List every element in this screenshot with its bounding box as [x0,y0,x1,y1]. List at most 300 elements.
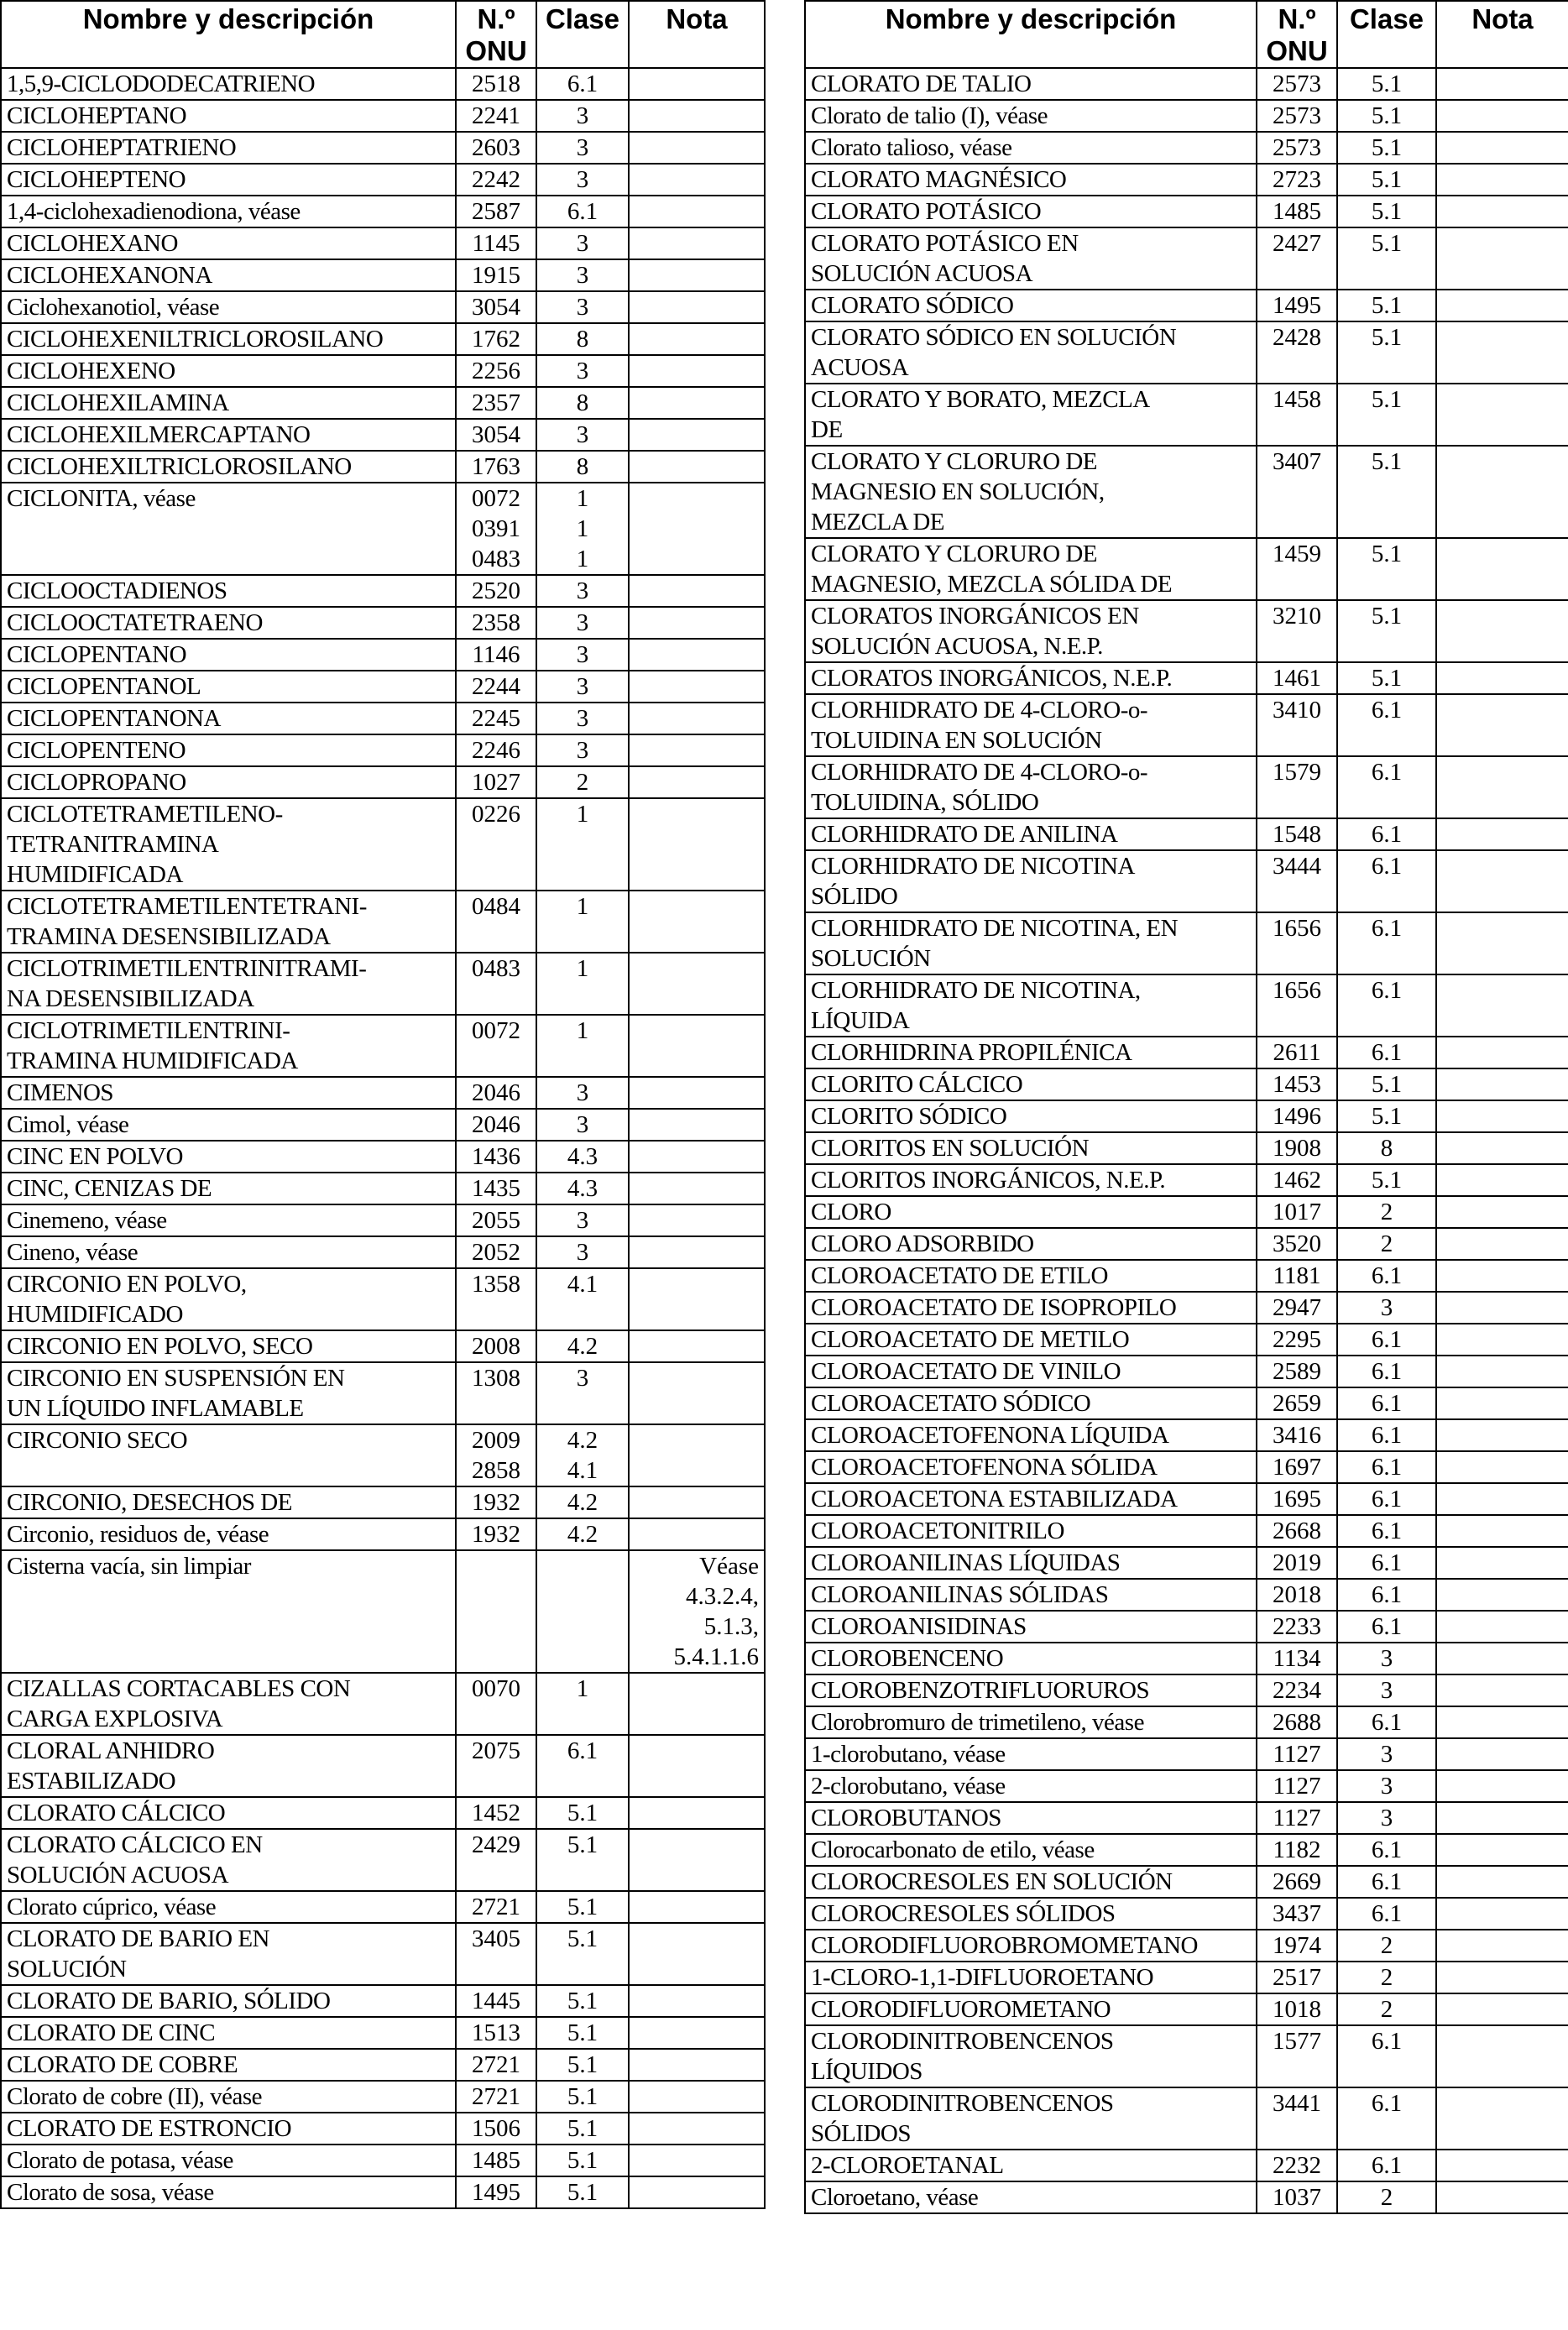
substance-name-cell [1,1829,456,1891]
class-line: 5.1 [567,1800,598,1826]
substance-name-line: CIMENOS [7,1079,114,1106]
table-row [805,1547,1568,1579]
table-row [1,1797,765,1829]
un-number-cell [456,639,536,671]
class-line: 6.1 [1371,1486,1403,1512]
class-cell [536,1268,629,1330]
un-number-line: 1915 [472,262,520,289]
un-number-line: 2573 [1273,134,1321,161]
substance-name-cell [805,1866,1257,1898]
substance-name-line: MAGNESIO, MEZCLA SÓLIDA DE [811,571,1173,598]
substance-name-line: Clorato de cobre (II), véase [7,2083,263,2110]
un-number-cell [1257,1738,1337,1770]
class-line: 3 [576,1365,589,1392]
un-number-line: 0484 [472,893,520,920]
class-line: 3 [576,262,589,289]
class-cell [536,734,629,766]
header-name: Nombre y descripción [1,1,456,68]
substance-name-cell [1,891,456,953]
note-cell [1436,1674,1568,1706]
note-cell [629,1268,765,1330]
class-cell [1337,818,1436,850]
note-cell [1436,1451,1568,1483]
un-number-line: 2688 [1273,1709,1321,1736]
class-cell [536,2113,629,2145]
un-number-line: 2245 [472,705,520,732]
class-cell [1337,1356,1436,1387]
class-line: 6.1 [1371,1836,1403,1863]
substance-name-cell [805,68,1257,100]
class-line: 3 [576,1239,589,1266]
un-number-cell [1257,1770,1337,1802]
un-number-cell [1257,600,1337,662]
un-number-line: 2520 [472,577,520,604]
table-row [1,2017,765,2049]
un-number-line: 3054 [472,421,520,448]
substance-name-line: SOLUCIÓN [7,1956,127,1983]
un-number-cell [456,1985,536,2017]
substance-name-line: HUMIDIFICADA [7,861,183,888]
substance-name-line: CLORODIFLUOROBROMOMETANO [811,1932,1198,1959]
table-row [805,2181,1568,2213]
class-cell [1337,912,1436,974]
class-cell [536,1518,629,1550]
substance-name-line: TOLUIDINA, SÓLIDO [811,789,1039,816]
note-cell [629,1550,765,1673]
class-cell [1337,290,1436,321]
substance-name-line: 2-CLOROETANAL [811,2152,1004,2179]
substance-name-cell [805,384,1257,446]
table-row [1,68,765,100]
substance-name-cell [1,798,456,891]
class-line: 3 [576,1111,589,1138]
class-line: 1 [576,546,589,572]
substance-name-line: LÍQUIDA [811,1007,910,1034]
substance-name-line: CLORHIDRATO DE NICOTINA, EN [811,915,1179,942]
class-cell [1337,1834,1436,1866]
class-line: 3 [1380,1805,1393,1831]
substance-name-cell [1,2017,456,2049]
substance-name-line: CICLOPENTANO [7,641,187,668]
class-cell [536,953,629,1015]
substance-name-cell [1,953,456,1015]
un-number-cell [1257,1356,1337,1387]
class-line: 5.1 [1371,448,1403,475]
note-line: 5.1.3, [703,1613,759,1640]
class-cell [1337,1898,1436,1930]
note-cell [629,164,765,196]
table-row [1,1486,765,1518]
un-number-cell [1257,1260,1337,1292]
substance-name-cell [1,419,456,451]
un-number-line: 3520 [1273,1230,1321,1257]
table-row [805,290,1568,321]
note-cell [1436,1324,1568,1356]
class-cell [536,323,629,355]
substance-name-cell [1,1797,456,1829]
class-cell [1337,1483,1436,1515]
substance-name-line: CICLOHEXANO [7,230,178,257]
un-number-line: 1308 [472,1365,520,1392]
un-number-line: 2008 [472,1333,520,1360]
table-row [1,483,765,575]
substance-name-line: CICLOPROPANO [7,769,186,796]
substance-name-cell [805,538,1257,600]
substance-name-cell [805,290,1257,321]
class-line: 3 [576,673,589,700]
substance-name-line: Circonio, residuos de, véase [7,1521,269,1548]
note-cell [1436,1962,1568,1993]
class-line: 4.2 [567,1489,598,1516]
un-number-cell [456,291,536,323]
substance-name-line: CICLOPENTANOL [7,673,201,700]
class-line: 1 [576,515,589,542]
un-number-cell [1257,974,1337,1037]
note-cell [629,639,765,671]
note-cell [1436,68,1568,100]
table-row [805,2150,1568,2181]
un-number-cell [456,766,536,798]
substance-name-line: 2-clorobutano, véase [811,1773,1006,1800]
substance-name-cell [1,196,456,227]
class-line: 6.1 [1371,1390,1403,1417]
un-number-cell [456,953,536,1015]
class-line: 5.1 [1371,1071,1403,1098]
substance-name-line: CLOROBENCENO [811,1645,1004,1672]
class-line: 6.1 [1371,2152,1403,2179]
substance-name-cell [805,1930,1257,1962]
un-number-line: 1452 [472,1800,520,1826]
note-cell [629,2017,765,2049]
class-cell [1337,1643,1436,1674]
un-number-line: 2858 [472,1457,520,1484]
table-row [1,196,765,227]
un-number-line: 1358 [472,1271,520,1298]
note-cell [629,703,765,734]
un-number-line: 2573 [1273,102,1321,129]
class-cell [1337,227,1436,290]
note-cell [1436,290,1568,321]
substance-name-cell [805,1196,1257,1228]
substance-name-line: CLOROACETONA ESTABILIZADA [811,1486,1178,1512]
substance-name-line: CIRCONIO SECO [7,1427,188,1454]
class-line: 3 [576,641,589,668]
substance-name-cell [1,2176,456,2208]
un-number-cell [456,1923,536,1985]
substance-name-line: CICLOOCTATETRAENO [7,609,263,636]
un-number-cell [1257,1930,1337,1962]
note-cell [1436,1866,1568,1898]
un-number-cell [456,164,536,196]
substance-name-line: SOLUCIÓN ACUOSA [811,260,1033,287]
substance-name-line: Clorato de potasa, véase [7,2147,233,2174]
un-number-cell [1257,1228,1337,1260]
table-row [805,694,1568,756]
table-row [1,1204,765,1236]
table-row [805,1451,1568,1483]
un-number-cell [1257,1674,1337,1706]
un-number-line: 1908 [1273,1135,1321,1162]
class-cell [1337,321,1436,384]
un-number-line: 1181 [1273,1262,1321,1289]
class-cell [1337,1387,1436,1419]
un-number-cell [1257,2025,1337,2087]
class-line: 5.1 [567,2019,598,2046]
table-row [805,1068,1568,1100]
table-row [805,1483,1568,1515]
substance-name-cell [1,68,456,100]
table-row [1,1109,765,1141]
substance-name-line: TRAMINA HUMIDIFICADA [7,1047,298,1074]
class-line: 3 [576,705,589,732]
class-cell [536,196,629,227]
class-cell [536,355,629,387]
note-cell [629,323,765,355]
table-row [1,891,765,953]
class-line: 6.1 [1371,759,1403,786]
table-row [1,355,765,387]
substance-name-line: CLORATO CÁLCICO [7,1800,226,1826]
note-cell [1436,1100,1568,1132]
table-row [805,1898,1568,1930]
note-cell [629,483,765,575]
substance-name-cell [1,1735,456,1797]
substance-name-line: CLOROANILINAS SÓLIDAS [811,1581,1109,1608]
substance-name-cell [805,2181,1257,2213]
substance-name-cell [1,1268,456,1330]
class-cell [536,1829,629,1891]
class-cell [536,1141,629,1173]
class-line: 5.1 [1371,603,1403,630]
class-cell [536,259,629,291]
class-cell [1337,1738,1436,1770]
un-number-line: 1695 [1273,1486,1321,1512]
header-un-number: N.º ONU [456,1,536,68]
class-line: 5.1 [567,1988,598,2014]
class-line: 6.1 [1371,1900,1403,1927]
un-number-cell [1257,1834,1337,1866]
un-number-line: 3407 [1273,448,1321,475]
note-cell [629,1518,765,1550]
note-cell [629,1236,765,1268]
substance-name-cell [1,734,456,766]
substance-name-line: Clorato de sosa, véase [7,2179,214,2206]
note-cell [629,1204,765,1236]
substance-name-cell [1,1891,456,1923]
class-cell [1337,1993,1436,2025]
substance-name-line: 1,4-ciclohexadienodiona, véase [7,198,301,225]
substance-name-line: 1,5,9-CICLODODECATRIENO [7,71,316,97]
un-number-line: 1459 [1273,541,1321,567]
note-cell [629,355,765,387]
substance-name-cell [805,2025,1257,2087]
substance-name-line: CICLOHEXENILTRICLOROSILANO [7,326,384,353]
substance-name-line: CLORO [811,1199,891,1225]
un-number-line: 2723 [1273,166,1321,193]
class-line: 2 [1380,1964,1393,1991]
un-number-cell [456,323,536,355]
un-number-line: 2256 [472,358,520,384]
class-cell [1337,1132,1436,1164]
table-row [1,1141,765,1173]
un-number-cell [1257,662,1337,694]
class-cell [1337,1228,1436,1260]
substance-name-cell [1,1362,456,1424]
class-cell [1337,1770,1436,1802]
un-number-cell [1257,132,1337,164]
substance-name-line: CLOROACETATO DE ISOPROPILO [811,1294,1177,1321]
class-cell [1337,1579,1436,1611]
table-row [1,1550,765,1673]
header-row [805,1,1568,68]
un-number-cell [1257,1515,1337,1547]
un-number-cell [456,259,536,291]
class-cell [536,387,629,419]
class-line: 6.1 [1371,1039,1403,1066]
note-cell [1436,1611,1568,1643]
substance-name-cell [1,1077,456,1109]
note-cell [1436,912,1568,974]
un-number-line: 1182 [1273,1836,1321,1863]
note-cell [1436,2150,1568,2181]
substance-name-cell [805,1962,1257,1993]
un-number-cell [1257,538,1337,600]
substance-name-cell [805,2087,1257,2150]
class-line: 5.1 [1371,386,1403,413]
substance-name-cell [1,227,456,259]
table-row [1,2145,765,2176]
note-cell [1436,1196,1568,1228]
substance-name-line: SOLUCIÓN ACUOSA [7,1862,229,1889]
substance-name-line: CLORATO DE COBRE [7,2051,238,2078]
class-cell [1337,1802,1436,1834]
header-note: Nota [629,1,765,68]
note-cell [1436,2087,1568,2150]
table-row [805,818,1568,850]
substance-name-line: CLORATO DE TALIO [811,71,1032,97]
class-cell [1337,974,1436,1037]
substance-name-line: NA DESENSIBILIZADA [7,985,254,1012]
table-row [1,2176,765,2208]
substance-name-cell [805,196,1257,227]
un-number-line: 0072 [472,1017,520,1044]
class-cell [536,164,629,196]
un-number-cell [456,2113,536,2145]
un-number-cell [456,227,536,259]
table-row [805,1515,1568,1547]
class-cell [536,227,629,259]
substance-name-line: TOLUIDINA EN SOLUCIÓN [811,727,1102,754]
substance-name-cell [1,766,456,798]
un-number-cell [456,671,536,703]
table-row [805,164,1568,196]
class-cell [1337,1451,1436,1483]
note-line: Véase [699,1553,759,1580]
substance-name-line: TETRANITRAMINA [7,831,219,858]
class-line: 6.1 [1371,915,1403,942]
table-row [805,600,1568,662]
substance-name-cell [805,1738,1257,1770]
class-cell [1337,2181,1436,2213]
class-line: 3 [576,294,589,321]
note-cell [629,1735,765,1797]
class-cell [536,2017,629,2049]
substance-name-cell [805,818,1257,850]
un-number-line: 2246 [472,737,520,764]
un-number-line: 1577 [1273,2028,1321,2055]
class-cell [536,1985,629,2017]
class-cell [1337,1674,1436,1706]
substance-name-cell [805,1324,1257,1356]
header-class: Clase [536,1,629,68]
note-cell [1436,662,1568,694]
substance-name-line: CLORHIDRATO DE NICOTINA, [811,977,1141,1004]
substance-name-line: ESTABILIZADO [7,1768,176,1795]
class-cell [1337,600,1436,662]
substance-name-line: CLOROACETOFENONA LÍQUIDA [811,1422,1169,1449]
class-line: 1 [576,893,589,920]
note-cell [1436,100,1568,132]
substance-name-cell [1,1923,456,1985]
substance-name-cell [805,132,1257,164]
class-line: 5.1 [1371,198,1403,225]
substance-name-line: CLOROACETATO DE ETILO [811,1262,1108,1289]
class-cell [1337,538,1436,600]
note-cell [1436,1068,1568,1100]
note-cell [629,132,765,164]
un-number-line: 2947 [1273,1294,1321,1321]
table-row [805,68,1568,100]
un-number-cell [1257,1547,1337,1579]
un-number-cell [1257,1706,1337,1738]
table-row [1,1891,765,1923]
un-number-cell [1257,2181,1337,2213]
class-line: 4.2 [567,1521,598,1548]
table-row [1,259,765,291]
note-cell [629,734,765,766]
un-number-line: 2009 [472,1427,520,1454]
un-number-line: 2573 [1273,71,1321,97]
class-line: 6.1 [1371,1868,1403,1895]
substance-name-line: CLORO ADSORBIDO [811,1230,1034,1257]
table-row [1,2081,765,2113]
substance-name-line: CICLOHEXANONA [7,262,212,289]
table-row [805,1834,1568,1866]
table-row [805,1164,1568,1196]
substance-name-cell [1,1424,456,1486]
un-number-line: 2721 [472,2083,520,2110]
table-row [805,1993,1568,2025]
header-class: Clase [1337,1,1436,68]
un-number-line: 2055 [472,1207,520,1234]
table-row [1,1518,765,1550]
class-line: 5.1 [1371,1103,1403,1130]
note-cell [629,291,765,323]
un-number-cell [456,132,536,164]
un-number-cell [1257,1068,1337,1100]
substance-name-cell [805,694,1257,756]
un-number-line: 2295 [1273,1326,1321,1353]
class-line: 6.1 [1371,821,1403,848]
substance-name-line: CLORITOS INORGÁNICOS, N.E.P. [811,1167,1166,1194]
substance-name-line: CARGA EXPLOSIVA [7,1706,223,1732]
un-number-cell [456,1673,536,1735]
class-cell [536,2081,629,2113]
table-row [1,1236,765,1268]
un-number-line: 2659 [1273,1390,1321,1417]
substance-name-cell [1,2049,456,2081]
un-number-cell [456,1141,536,1173]
